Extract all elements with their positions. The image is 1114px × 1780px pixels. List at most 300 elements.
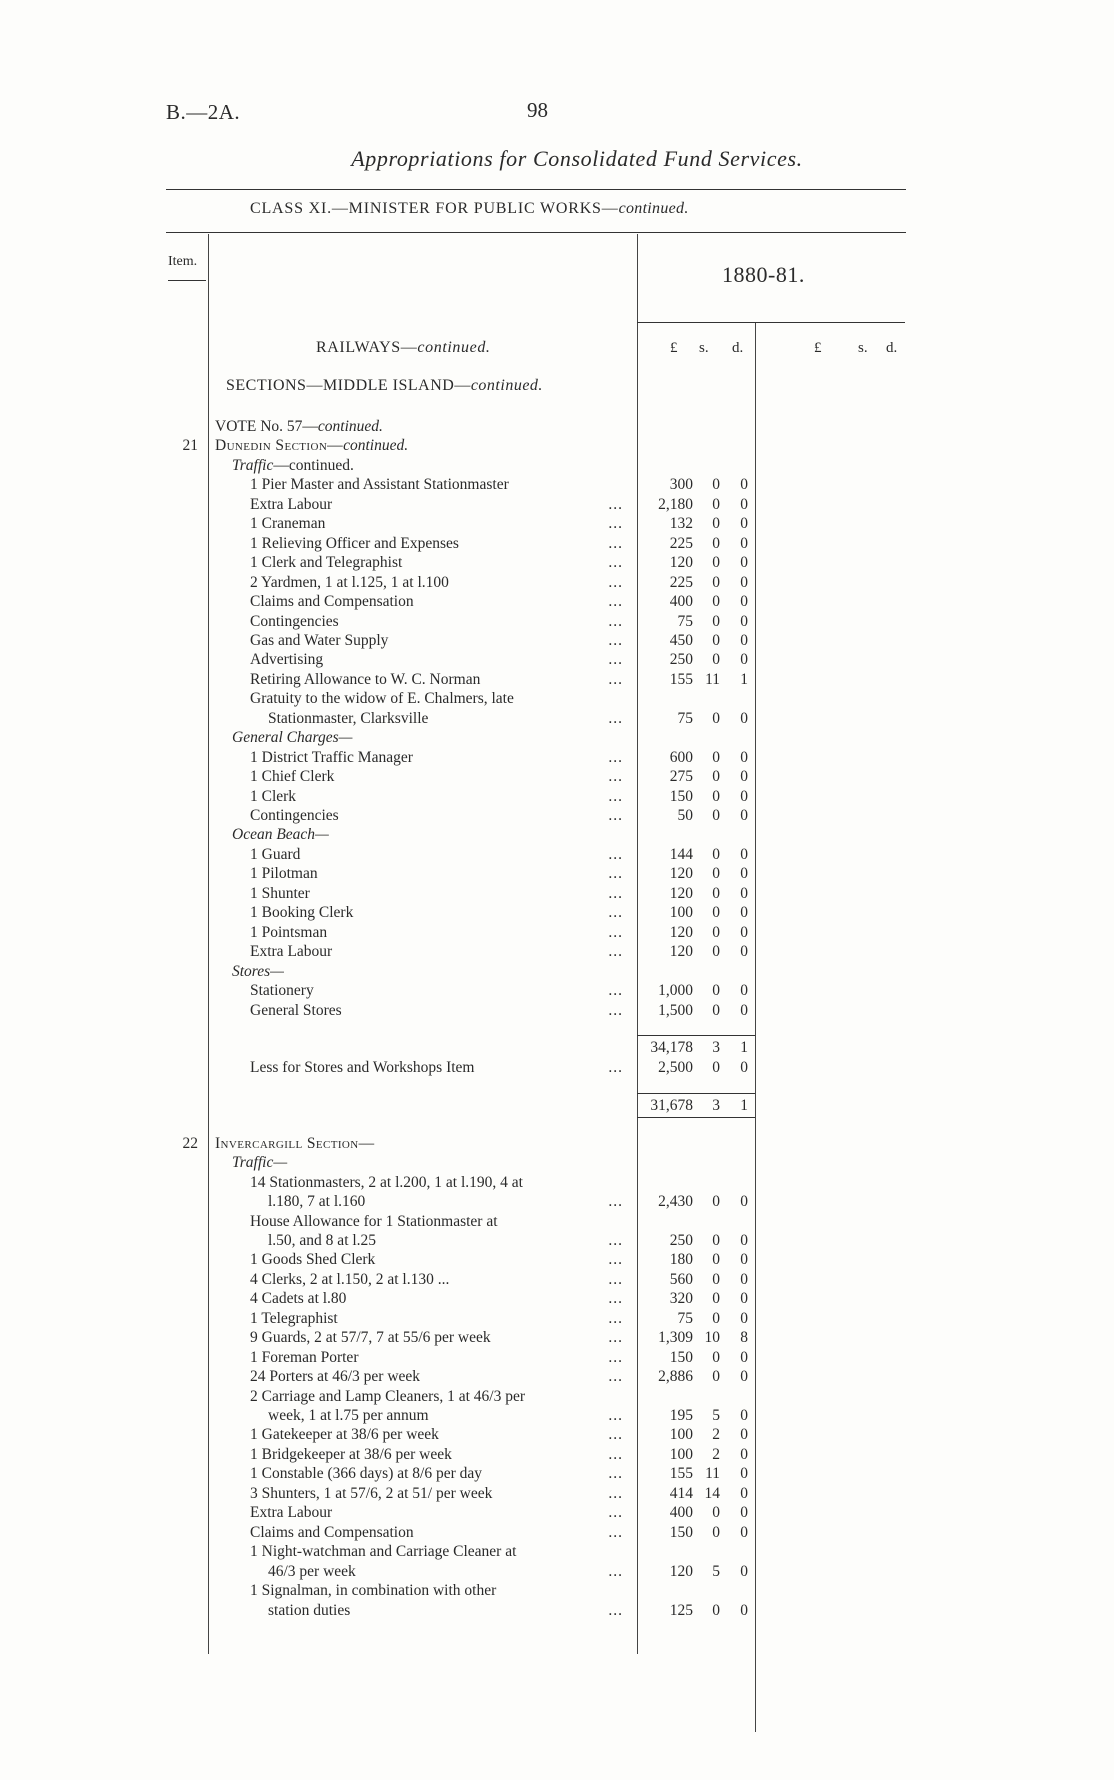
row-continued-text: continued. (317, 418, 383, 435)
leader-dots: ... (608, 651, 623, 669)
ledger-row (0, 1096, 1114, 1115)
amount-shillings: 0 (712, 1231, 720, 1249)
row-description-text: Retiring Allowance to W. C. Norman (250, 670, 481, 688)
ledger-row (0, 1464, 1114, 1483)
row-description (250, 1367, 420, 1386)
ledger-row (0, 650, 1114, 669)
row-description-text: 1 Clerk and Telegraphist (250, 554, 403, 572)
item-column-header: Item. (168, 254, 198, 269)
row-description (250, 1001, 342, 1020)
ledger-row (0, 456, 1114, 475)
leader-dots: ... (608, 787, 623, 805)
leader-dots: ... (608, 1058, 623, 1076)
ledger-row (0, 748, 1114, 767)
ledger-row (0, 1309, 1114, 1328)
amount-shillings: 0 (712, 923, 720, 941)
amount-pounds: 120 (669, 1562, 693, 1580)
amount-shillings: 0 (712, 631, 720, 649)
row-description (250, 514, 325, 533)
amount-pence: 0 (740, 865, 748, 883)
ledger-row (0, 1058, 1114, 1077)
row-description-text: 4 Cadets at l.80 (250, 1290, 347, 1308)
amount-pounds: 450 (669, 631, 693, 649)
row-description (250, 1250, 375, 1269)
amount-pounds: 2,886 (658, 1368, 693, 1386)
amount-pounds: 150 (669, 787, 693, 805)
amount-shillings: 0 (712, 1058, 720, 1076)
row-description (232, 825, 329, 844)
ledger-row (0, 942, 1114, 961)
amount-shillings: 2 (712, 1445, 720, 1463)
ledger-row (0, 1542, 1114, 1561)
amount-pence: 0 (740, 1407, 748, 1425)
row-description (250, 631, 388, 650)
ledger-row (0, 1231, 1114, 1250)
row-description-text: 1 District Traffic Manager (250, 748, 413, 766)
amount-shillings: 0 (712, 807, 720, 824)
middle-island-heading-continued: continued. (470, 377, 543, 394)
amount-pence: 1 (740, 1096, 748, 1114)
ledger-row (0, 1562, 1114, 1581)
amount-pounds: 120 (669, 923, 693, 941)
ledger-row (0, 1153, 1114, 1172)
row-description-text: Traffic (232, 456, 274, 474)
row-description (250, 1581, 496, 1600)
amount-shillings: 0 (712, 1504, 720, 1522)
ledger-row (0, 1001, 1114, 1020)
class-rule (166, 232, 906, 233)
row-description-text: Claims and Compensation (250, 593, 414, 611)
row-description (268, 1562, 356, 1581)
amount-shillings: 0 (712, 1001, 720, 1019)
row-description-text: 1 Booking Clerk (250, 904, 354, 922)
amount-pence: 0 (740, 884, 748, 902)
amount-pence: 0 (740, 554, 748, 572)
ledger-row (0, 1348, 1114, 1367)
row-description-text: 1 Clerk (250, 787, 297, 805)
ledger-row (0, 689, 1114, 708)
row-description (250, 1328, 491, 1347)
row-description (250, 981, 314, 1000)
amount-shillings: 5 (712, 1562, 720, 1580)
amount-pounds: 75 (677, 709, 693, 727)
row-description (250, 689, 514, 708)
row-description-text: 1 Telegraphist (250, 1309, 338, 1327)
amount-pence: 0 (740, 1523, 748, 1541)
row-description-text: Traffic— (232, 1154, 288, 1172)
amount-shillings: 0 (712, 1290, 720, 1308)
amount-shillings: 3 (712, 1096, 720, 1114)
amount-shillings: 0 (712, 1193, 720, 1211)
amount-pence: 0 (740, 1058, 748, 1076)
row-description-text: 1 Constable (366 days) at 8/6 per day (250, 1465, 483, 1483)
row-description-text: l.50, and 8 at l.25 (268, 1231, 377, 1249)
leader-dots: ... (608, 631, 623, 649)
ledger-row (0, 845, 1114, 864)
row-description (268, 1192, 365, 1211)
row-description (250, 1289, 346, 1308)
row-description (268, 1601, 350, 1620)
leader-dots: ... (608, 845, 623, 863)
amount-pence: 0 (740, 1465, 748, 1483)
row-description-text: 3 Shunters, 1 at 57/6, 2 at 51/ per week (250, 1484, 493, 1502)
row-description-text: Stationery (250, 982, 314, 1000)
amount-pence: 0 (740, 982, 748, 1000)
leader-dots: ... (608, 884, 623, 902)
row-description (250, 1425, 439, 1444)
row-description (250, 534, 459, 553)
row-description-text: 1 Foreman Porter (250, 1348, 359, 1366)
ledger-row (0, 436, 1114, 455)
amount-pounds: 225 (669, 573, 693, 591)
ledger-row (0, 1212, 1114, 1231)
amount-pounds: 31,678 (650, 1096, 693, 1114)
amount-shillings: 0 (712, 1348, 720, 1366)
ledger-row (0, 1192, 1114, 1211)
row-description (250, 1542, 516, 1561)
row-description (250, 1445, 452, 1464)
ledger-row (0, 670, 1114, 689)
row-description (250, 1309, 338, 1328)
row-description-text: 1 Signalman, in combination with other (250, 1582, 497, 1600)
ledger-row (0, 1270, 1114, 1289)
row-description-text: 1 Night-watchman and Carriage Cleaner at (250, 1543, 517, 1561)
amount-pence: 0 (740, 1368, 748, 1386)
row-description-text: House Allowance for 1 Stationmaster at (250, 1212, 498, 1230)
amount-pence: 0 (740, 923, 748, 941)
amount-pence: 0 (740, 1445, 748, 1463)
amount-shillings: 0 (712, 709, 720, 727)
row-description (250, 592, 414, 611)
amount-shillings: 0 (712, 768, 720, 786)
leader-dots: ... (608, 1504, 623, 1522)
amount-shillings: 0 (712, 1251, 720, 1269)
ledger-row (0, 417, 1114, 436)
item-header-rule (168, 280, 206, 281)
amount-pounds: 2,180 (658, 495, 693, 513)
amount-pence: 1 (740, 670, 748, 688)
ledger-row (0, 1134, 1114, 1153)
amount-pence: 0 (740, 573, 748, 591)
amount-shillings: 0 (712, 612, 720, 630)
leader-dots: ... (608, 1601, 623, 1619)
amount-shillings: 0 (712, 787, 720, 805)
ledger-row (0, 1425, 1114, 1444)
amount-pence: 0 (740, 1601, 748, 1619)
row-description-text: Less for Stores and Workshops Item (250, 1058, 475, 1076)
amount-pounds: 100 (669, 1445, 693, 1463)
amount-pence: 0 (740, 1290, 748, 1308)
amount-header-rule (637, 322, 905, 323)
ledger-row (0, 495, 1114, 514)
class-heading-continued: continued. (618, 200, 689, 217)
ledger-row (0, 592, 1114, 611)
amount-shillings: 0 (712, 476, 720, 494)
leader-dots: ... (608, 709, 623, 727)
amount-pounds: 300 (669, 476, 693, 494)
row-description (250, 903, 353, 922)
ledger-row (0, 864, 1114, 883)
row-description-text: 1 Goods Shed Clerk (250, 1251, 376, 1269)
row-description (250, 884, 310, 903)
row-description (250, 553, 402, 572)
leader-dots: ... (608, 943, 623, 961)
row-description-text: 1 Pier Master and Assistant Stationmaster (250, 476, 509, 494)
ledger-row (0, 534, 1114, 553)
leader-dots: ... (608, 1309, 623, 1327)
leader-dots: ... (608, 534, 623, 552)
row-description-text: 1 Chief Clerk (250, 768, 335, 786)
leader-dots: ... (608, 807, 623, 824)
amount-pounds: 120 (669, 865, 693, 883)
ledger-row (0, 1406, 1114, 1425)
row-description-text: 24 Porters at 46/3 per week (250, 1368, 421, 1386)
ledger-row (0, 1445, 1114, 1464)
ledger-row (0, 1173, 1114, 1192)
row-description-text: Stationmaster, Clarksville (268, 709, 429, 727)
amount-shillings: 0 (712, 495, 720, 513)
row-continued-text: —continued. (273, 456, 354, 474)
amount-pence: 0 (740, 1231, 748, 1249)
amount-pence: 0 (740, 1270, 748, 1288)
row-description (232, 456, 354, 475)
leader-dots: ... (608, 748, 623, 766)
shilling-header-1: s. (699, 340, 709, 356)
amount-pounds: 34,178 (650, 1039, 693, 1057)
ledger-row (0, 573, 1114, 592)
ledger-row (0, 475, 1114, 494)
row-description (250, 573, 449, 592)
row-description-text: Contingencies (250, 807, 339, 824)
row-description-text: Gratuity to the widow of E. Chalmers, late (250, 690, 514, 708)
ledger-row (0, 787, 1114, 806)
class-heading-main: CLASS XI.—MINISTER FOR PUBLIC WORKS— (250, 200, 619, 217)
leader-dots: ... (608, 865, 623, 883)
amount-shillings: 0 (712, 884, 720, 902)
leader-dots: ... (608, 1562, 623, 1580)
row-description-text: station duties (268, 1601, 351, 1619)
leader-dots: ... (608, 1193, 623, 1211)
ledger-row (0, 709, 1114, 728)
row-description-text: VOTE No. 57— (215, 418, 318, 435)
row-description (250, 767, 334, 786)
row-description (268, 709, 428, 728)
amount-shillings: 0 (712, 865, 720, 883)
row-description-text: Dunedin Section— (215, 437, 344, 455)
amount-pence: 0 (740, 787, 748, 805)
row-description (232, 728, 352, 747)
leader-dots: ... (608, 1270, 623, 1288)
row-description-text: week, 1 at l.75 per annum (268, 1407, 429, 1425)
railways-heading-main: RAILWAYS— (316, 339, 418, 356)
row-description (250, 1058, 474, 1077)
row-description-text: 1 Relieving Officer and Expenses (250, 534, 459, 552)
amount-pence: 0 (740, 1193, 748, 1211)
leader-dots: ... (608, 1407, 623, 1425)
amount-shillings: 0 (712, 1601, 720, 1619)
row-description (250, 1270, 449, 1289)
page-number: 98 (527, 98, 548, 122)
amount-pence: 0 (740, 1348, 748, 1366)
row-description (250, 1348, 358, 1367)
item-number: 22 (182, 1134, 198, 1152)
amount-pounds: 155 (669, 1465, 693, 1483)
amount-pounds: 225 (669, 534, 693, 552)
amount-shillings: 11 (705, 1465, 720, 1483)
leader-dots: ... (608, 1426, 623, 1444)
amount-pounds: 120 (669, 943, 693, 961)
ledger-row (0, 728, 1114, 747)
amount-pence: 0 (740, 845, 748, 863)
row-description (250, 845, 300, 864)
amount-pounds: 75 (677, 1309, 693, 1327)
leader-dots: ... (608, 923, 623, 941)
pence-header-2: d. (886, 340, 898, 356)
amount-pounds: 1,000 (658, 982, 693, 1000)
row-description-text: l.180, 7 at l.160 (268, 1193, 366, 1211)
ledger-row (0, 1581, 1114, 1600)
amount-pounds: 2,430 (658, 1193, 693, 1211)
leader-dots: ... (608, 1329, 623, 1347)
leader-dots: ... (608, 670, 623, 688)
ledger-row (0, 1503, 1114, 1522)
row-description (268, 1231, 376, 1250)
row-description (250, 1387, 525, 1406)
ledger-row (0, 612, 1114, 631)
amount-shillings: 14 (704, 1484, 720, 1502)
amount-shillings: 0 (712, 1309, 720, 1327)
row-description-text: 1 Bridgekeeper at 38/6 per week (250, 1445, 452, 1463)
ledger-row (0, 767, 1114, 786)
amount-shillings: 0 (712, 982, 720, 1000)
amount-shillings: 0 (712, 943, 720, 961)
row-description (250, 923, 327, 942)
ledger-row (0, 962, 1114, 981)
amount-pence: 0 (740, 1001, 748, 1019)
amount-pounds: 414 (669, 1484, 693, 1502)
amount-pence: 0 (740, 515, 748, 533)
amount-shillings: 10 (704, 1329, 720, 1347)
row-description (215, 417, 383, 436)
amount-pence: 0 (740, 593, 748, 611)
ledger-row (0, 553, 1114, 572)
row-description-text: 1 Pointsman (250, 923, 328, 941)
leader-dots: ... (608, 515, 623, 533)
amount-shillings: 0 (712, 1368, 720, 1386)
ledger-row (0, 923, 1114, 942)
row-description-text: General Stores (250, 1001, 342, 1019)
leader-dots: ... (608, 495, 623, 513)
item-number: 21 (182, 437, 198, 455)
page-title: Appropriations for Consolidated Fund Services. (351, 146, 803, 171)
shilling-header-2: s. (858, 340, 868, 356)
amount-pounds: 400 (669, 593, 693, 611)
ledger-row (0, 806, 1114, 825)
amount-pounds: 75 (677, 612, 693, 630)
ledger-row (0, 1523, 1114, 1542)
ledger-row (0, 1038, 1114, 1057)
amount-pounds: 195 (669, 1407, 693, 1425)
row-description-text: 1 Pilotman (250, 865, 318, 883)
ledger-row (0, 1367, 1114, 1386)
leader-dots: ... (608, 1251, 623, 1269)
amount-pence: 0 (740, 1309, 748, 1327)
row-description-text: Advertising (250, 651, 324, 669)
amount-pence: 0 (740, 768, 748, 786)
ledger-row (0, 1250, 1114, 1269)
row-description (268, 1406, 429, 1425)
leader-dots: ... (608, 1465, 623, 1483)
amount-shillings: 5 (712, 1407, 720, 1425)
row-description-text: 1 Guard (250, 845, 301, 863)
leader-dots: ... (608, 1348, 623, 1366)
year-column-header: 1880-81. (722, 262, 805, 287)
leader-dots: ... (608, 1523, 623, 1541)
middle-island-heading-main: SECTIONS—MIDDLE ISLAND— (226, 377, 471, 394)
class-heading (250, 200, 689, 218)
amount-pence: 0 (740, 1504, 748, 1522)
amount-pence: 0 (740, 709, 748, 727)
row-description-text: 4 Clerks, 2 at l.150, 2 at l.130 ... (250, 1270, 450, 1288)
amount-pounds: 180 (669, 1251, 693, 1269)
amount-pounds: 320 (669, 1290, 693, 1308)
leader-dots: ... (608, 1484, 623, 1502)
amount-pounds: 144 (669, 845, 693, 863)
ledger-row (0, 981, 1114, 1000)
amount-shillings: 0 (712, 593, 720, 611)
row-description (232, 1153, 287, 1172)
amount-shillings: 3 (712, 1039, 720, 1057)
ledger-row (0, 1289, 1114, 1308)
subtotal-rule (637, 1035, 755, 1036)
row-description-text: Invercargill Section— (215, 1134, 375, 1152)
leader-dots: ... (608, 1445, 623, 1463)
amount-shillings: 0 (712, 845, 720, 863)
leader-dots: ... (608, 554, 623, 572)
row-description-text: Contingencies (250, 612, 339, 630)
amount-pounds: 155 (669, 670, 693, 688)
amount-pence: 0 (740, 943, 748, 961)
amount-pounds: 120 (669, 884, 693, 902)
ledger-row (0, 825, 1114, 844)
railways-heading-continued: continued. (417, 339, 491, 356)
leader-dots: ... (608, 982, 623, 1000)
row-description (250, 475, 509, 494)
leader-dots: ... (608, 612, 623, 630)
row-description (215, 436, 408, 455)
row-description (250, 748, 413, 767)
middle-island-heading (226, 377, 543, 395)
row-description (250, 806, 339, 825)
amount-pounds: 120 (669, 554, 693, 572)
row-description (250, 942, 332, 961)
row-description-text: Stores— (232, 962, 284, 980)
amount-shillings: 0 (712, 748, 720, 766)
title-rule (166, 189, 906, 190)
row-description-text: Extra Labour (250, 495, 333, 513)
amount-pounds: 2,500 (658, 1058, 693, 1076)
amount-pence: 1 (740, 1039, 748, 1057)
amount-pounds: 125 (669, 1601, 693, 1619)
amount-pounds: 150 (669, 1348, 693, 1366)
ledger-row (0, 1328, 1114, 1347)
row-description (232, 962, 284, 981)
row-description-text: Gas and Water Supply (250, 631, 389, 649)
row-description-text: 14 Stationmasters, 2 at l.200, 1 at l.190, 4 at (250, 1173, 523, 1191)
amount-pounds: 600 (669, 748, 693, 766)
amount-pounds: 275 (669, 768, 693, 786)
amount-pounds: 1,500 (658, 1001, 693, 1019)
